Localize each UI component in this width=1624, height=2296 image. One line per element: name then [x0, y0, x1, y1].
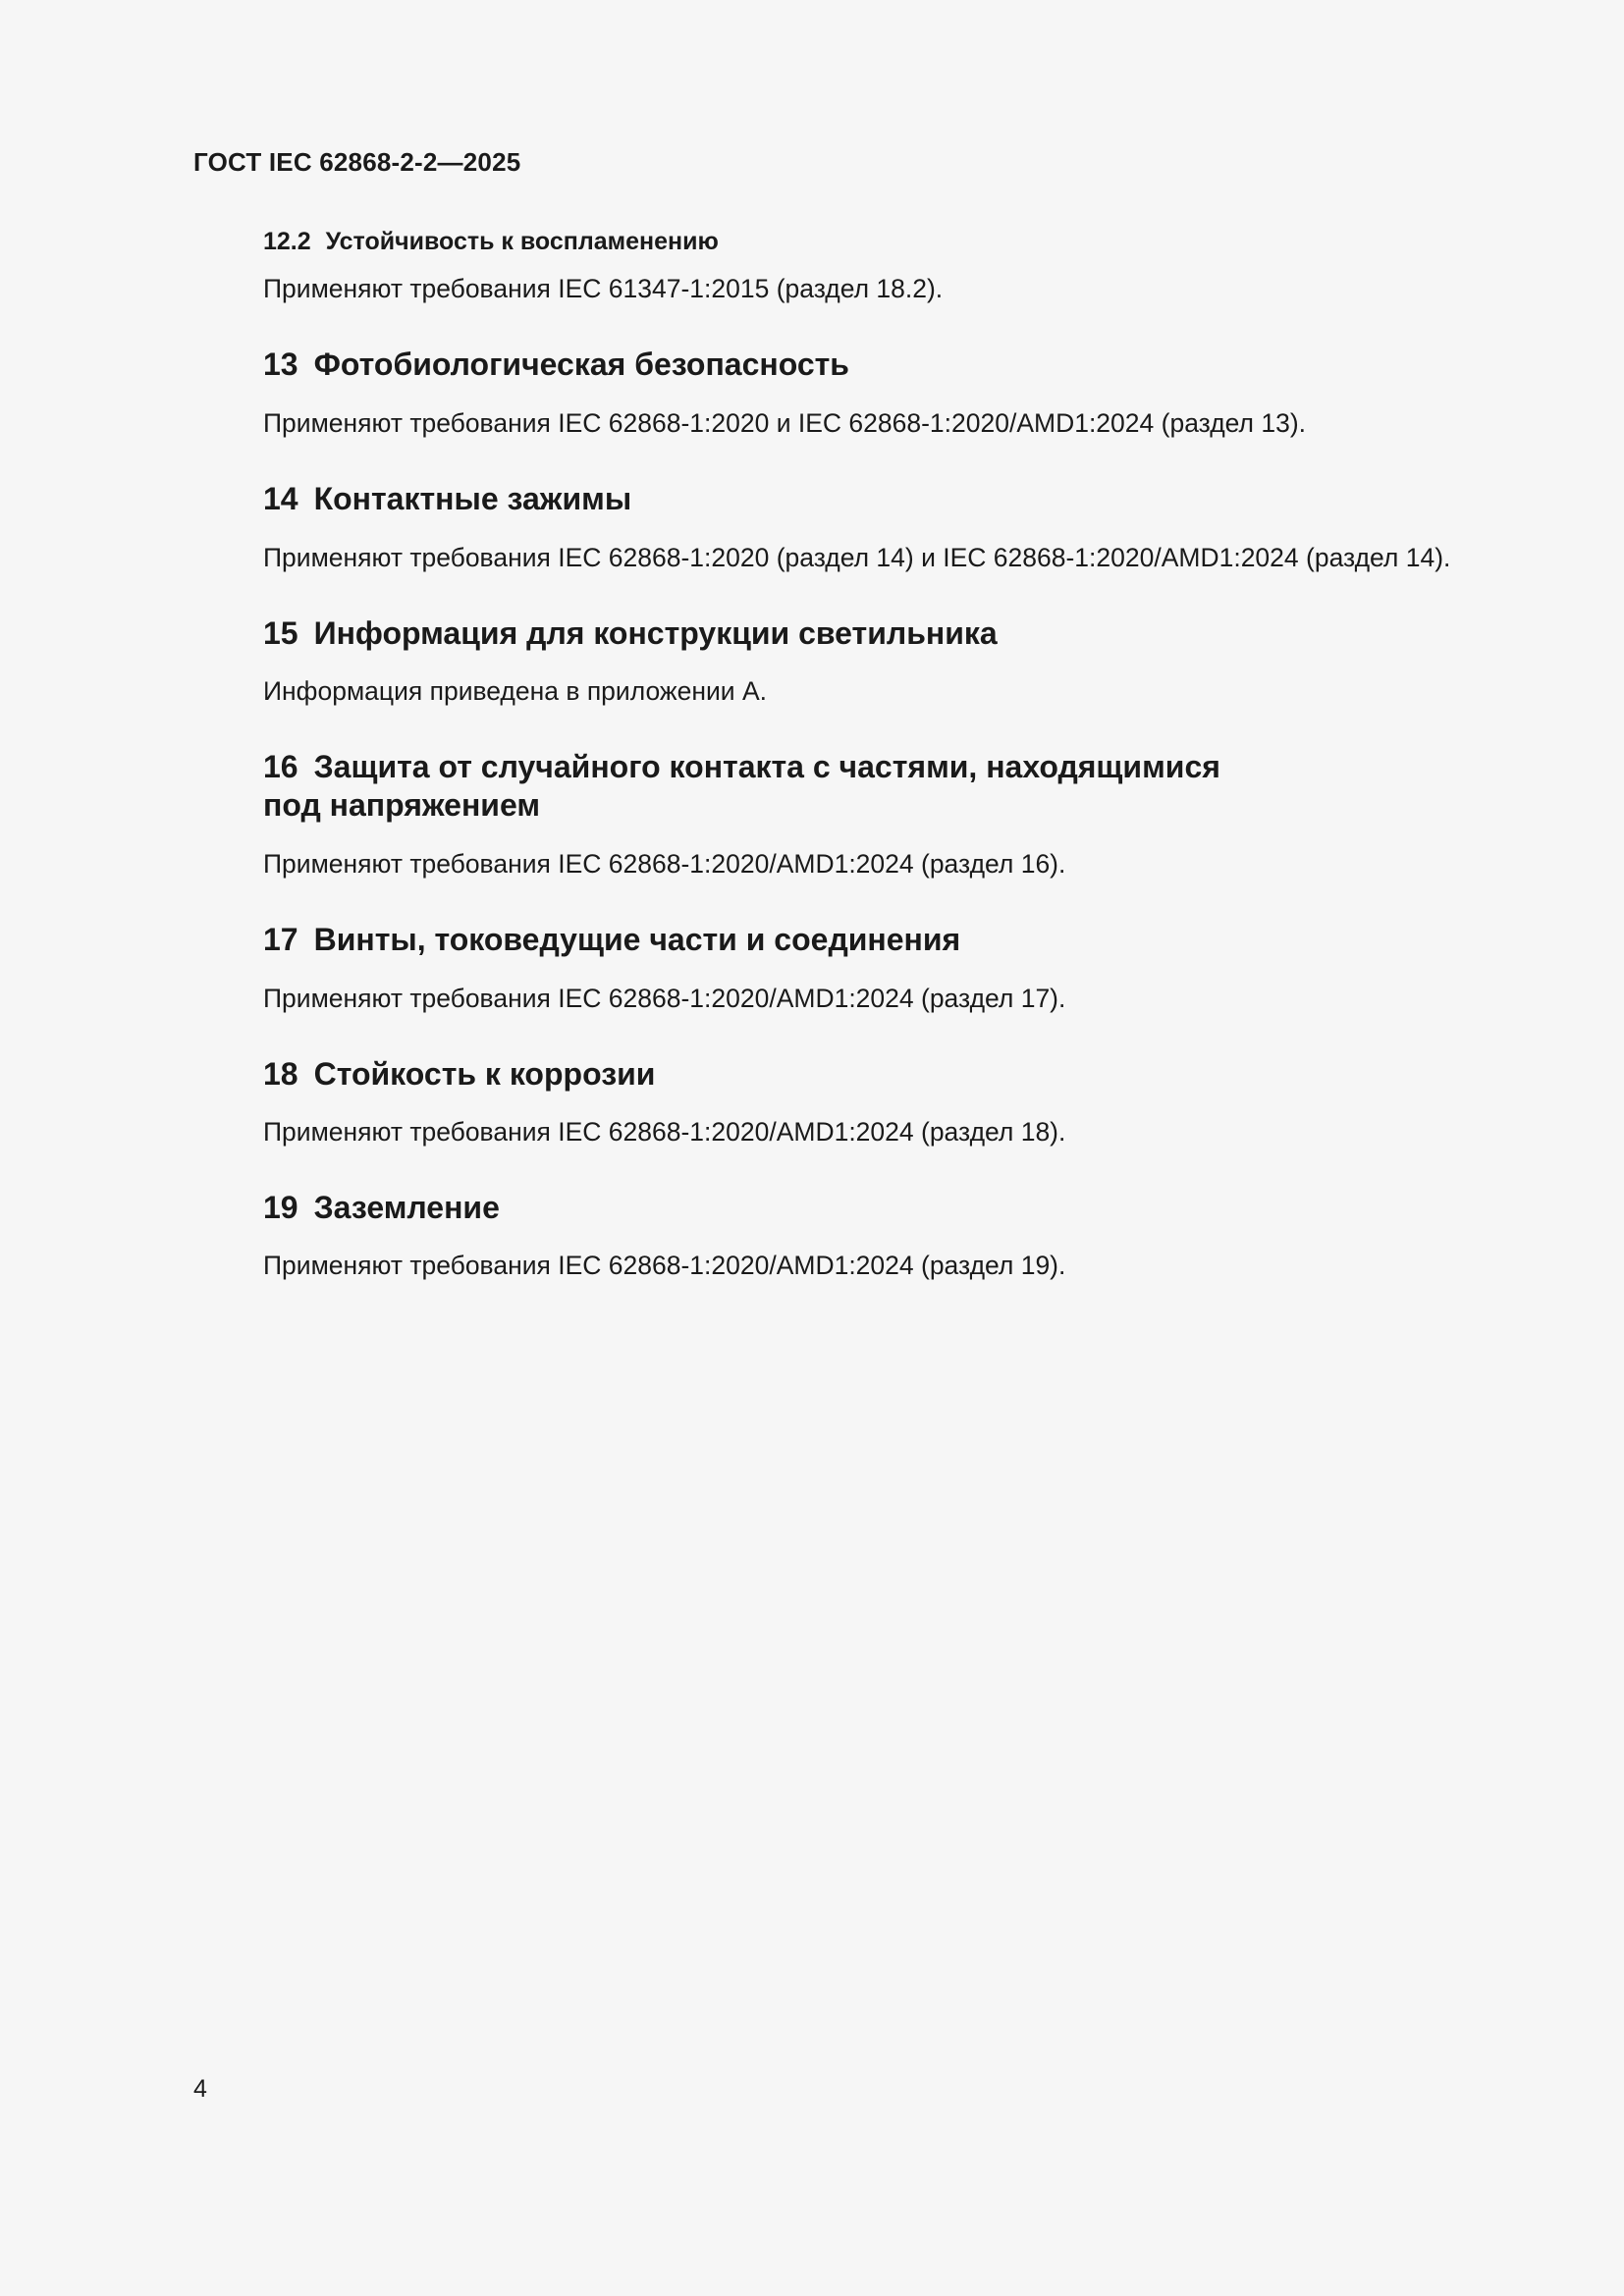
section-16-text: Применяют требования IEC 62868-1:2020/AMD1:2024 (раздел 16). — [263, 849, 1066, 879]
section-13-text: Применяют требования IEC 62868-1:2020 и IEC 62868-1:2020/AMD1:2024 (раздел 13). — [263, 408, 1307, 438]
section-title: Защита от случайного контакта с частями, находящимися под напряжением — [263, 749, 1220, 823]
subsection-12-2-text: Применяют требования IEC 61347-1:2015 (раздел 18.2). — [263, 274, 944, 303]
section-number: 17 — [263, 922, 298, 957]
section-title: Стойкость к коррозии — [313, 1056, 656, 1092]
section-19-text: Применяют требования IEC 62868-1:2020/AMD1:2024 (раздел 19). — [263, 1251, 1066, 1280]
section-title: Контактные зажимы — [313, 481, 632, 516]
document-header: ГОСТ IEC 62868-2-2—2025 — [193, 147, 521, 177]
section-number: 15 — [263, 615, 298, 651]
section-heading-15 — [263, 614, 998, 653]
section-18-text: Применяют требования IEC 62868-1:2020/AMD1:2024 (раздел 18). — [263, 1117, 1066, 1147]
section-number: 16 — [263, 749, 298, 784]
section-heading-13 — [263, 346, 849, 384]
section-17-text: Применяют требования IEC 62868-1:2020/AMD1:2024 (раздел 17). — [263, 984, 1066, 1013]
section-heading-18 — [263, 1055, 655, 1094]
section-title: Информация для конструкции светильника — [313, 615, 998, 651]
section-title: Заземление — [313, 1190, 500, 1225]
subsection-number: 12.2 — [263, 228, 311, 255]
page-number: 4 — [193, 2075, 207, 2103]
subsection-title: Устойчивость к воспламенению — [325, 228, 719, 255]
section-number: 19 — [263, 1190, 298, 1225]
section-heading-16 — [263, 748, 1220, 825]
section-title: Фотобиологическая безопасность — [313, 347, 849, 382]
section-heading-19 — [263, 1189, 500, 1227]
section-heading-17 — [263, 921, 960, 959]
section-heading-14 — [263, 480, 631, 518]
section-15-text: Информация приведена в приложении А. — [263, 676, 768, 706]
section-14-text: Применяют требования IEC 62868-1:2020 (раздел 14) и IEC 62868-1:2020/AMD1:2024 (раздел 14). — [263, 543, 1451, 572]
section-number: 14 — [263, 481, 298, 516]
section-number: 13 — [263, 347, 298, 382]
section-title: Винты, токоведущие части и соединения — [313, 922, 961, 957]
subsection-heading-12-2 — [263, 228, 719, 256]
section-number: 18 — [263, 1056, 298, 1092]
